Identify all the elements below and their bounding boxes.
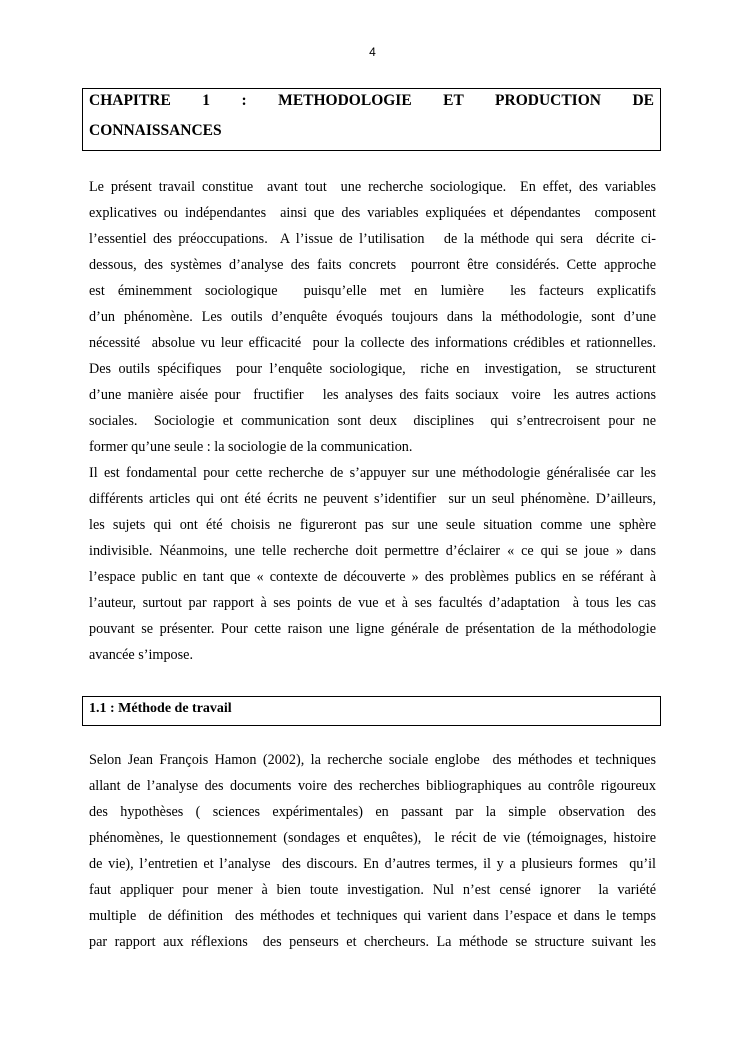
section-heading-box [82,696,661,726]
chapter-title-line-2: CONNAISSANCES [89,122,222,139]
text-line: faut appliquer pour mener à bien toute investigation. Nul n’est censé ignorer la variété [89,882,656,898]
text-line: Des outils spécifiques pour l’enquête sociologique, riche en investigation, se structurent [89,361,656,377]
text-line: explicatives ou indépendantes ainsi que des variables expliquées et dépendantes composent [89,205,656,221]
text-line: avancée s’impose. [89,647,193,663]
chapter-heading-box [82,88,661,151]
text-line: nécessité absolue vu leur efficacité pour la collecte des informations crédibles et rationnelles. [89,335,656,351]
text-line: de vie), l’entretien et l’analyse des discours. En d’autres termes, il y a plusieurs formes qu’il [89,856,656,872]
text-line: d’une manière aisée pour fructifier les analyses des faits sociaux voire les autres actions [89,387,656,403]
text-line: pouvant se présenter. Pour cette raison une ligne générale de présentation de la méthodologie [89,621,656,637]
text-line: indivisible. Néanmoins, une telle recherche doit permettre d’éclairer « ce qui se joue » dans [89,543,656,559]
text-line: former qu’une seule : la sociologie de la communication. [89,439,413,455]
text-line: l’espace public en tant que « contexte de découverte » des problèmes publics en se référant à [89,569,656,585]
text-line: Le présent travail constitue avant tout une recherche sociologique. En effet, des variables [89,179,656,195]
paragraph-3 [89,747,656,955]
text-line: par rapport aux réflexions des penseurs et chercheurs. La méthode se structure suivant les [89,934,656,950]
text-line: les sujets qui ont été choisis ne figureront pas sur une seule situation comme une sphère [89,517,656,533]
text-line: est éminemment sociologique puisqu’elle met en lumière les facteurs explicatifs [89,283,656,299]
text-line: dessous, des systèmes d’analyse des faits concrets pourront être considérés. Cette approche [89,257,656,273]
text-line: d’un phénomène. Les outils d’enquête évoqués toujours dans la méthodologie, sont d’une [89,309,656,325]
text-line: des hypothèses ( sciences expérimentales) en passant par la simple observation des [89,804,656,820]
page-number: 4 [369,45,376,59]
text-line: Selon Jean François Hamon (2002), la recherche sociale englobe des méthodes et techniques [89,752,656,768]
text-line: l’essentiel des préoccupations. A l’issue de l’utilisation de la méthode qui sera décrite ci- [89,231,656,247]
text-line: sociales. Sociologie et communication sont deux disciplines qui s’entrecroisent pour ne [89,413,656,429]
text-line: Il est fondamental pour cette recherche de s’appuyer sur une méthodologie généralisée car les [89,465,656,481]
text-line: l’auteur, surtout par rapport à ses points de vue et à ses facultés d’adaptation à tous les cas [89,595,656,611]
paragraph-1 [89,174,656,460]
chapter-title-line-1: CHAPITRE 1 : METHODOLOGIE ET PRODUCTION DE [89,92,654,109]
text-line: phénomènes, le questionnement (sondages et enquêtes), le récit de vie (témoignages, histoire [89,830,656,846]
text-line: différents articles qui ont été écrits ne peuvent s’identifier sur un seul phénomène. D’ailleurs, [89,491,656,507]
text-line: multiple de définition des méthodes et techniques qui varient dans l’espace et dans le temps [89,908,656,924]
section-title: 1.1 : Méthode de travail [89,701,232,716]
paragraph-2 [89,460,656,668]
text-line: allant de l’analyse des documents voire des recherches bibliographiques au contrôle rigoureux [89,778,656,794]
